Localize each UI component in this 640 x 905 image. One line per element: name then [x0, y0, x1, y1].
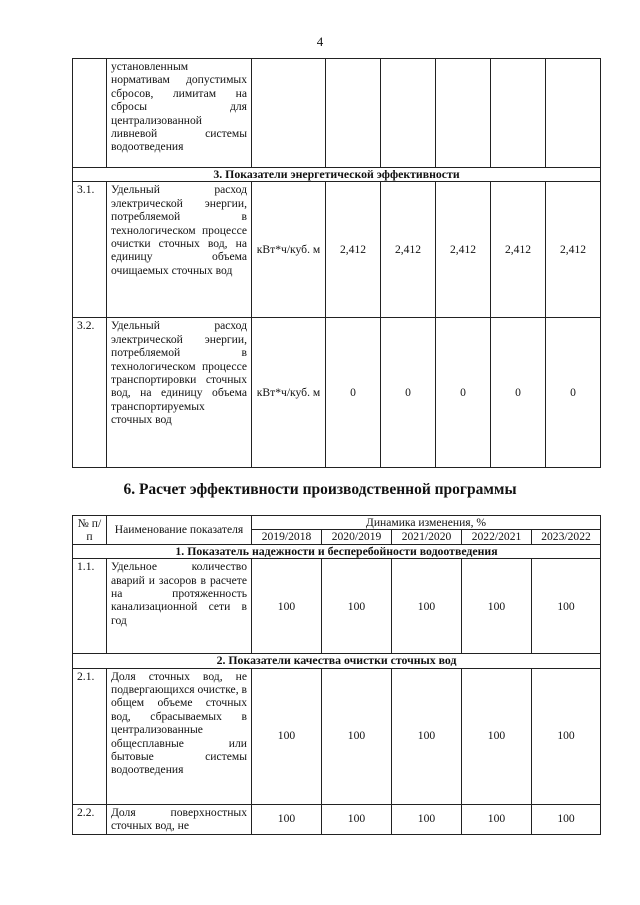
page-number: 4	[316, 34, 324, 49]
value-cell: 100	[462, 559, 532, 654]
value-cell: 100	[462, 804, 532, 834]
value-cell: 2,412	[326, 182, 381, 318]
value-cell: 100	[532, 668, 601, 804]
value-cell: 100	[462, 668, 532, 804]
value-cell: 2,412	[381, 182, 436, 318]
value-cell: 100	[392, 804, 462, 834]
table-row	[73, 182, 601, 318]
indicator-name: Удельный расход электрической энергии, потребляемой в технологическом процессе очистки сточных вод, на единицу объема очищаемых сточных вод	[107, 182, 252, 318]
row-index: 2.2.	[73, 804, 107, 834]
indicator-name: Доля поверхностных сточных вод, не	[107, 804, 252, 834]
value-cell: 100	[392, 668, 462, 804]
value-cell	[491, 59, 546, 168]
row-index: 3.1.	[73, 182, 107, 318]
row-index: 3.2.	[73, 318, 107, 468]
table-row	[73, 804, 601, 834]
value-cell: 0	[381, 318, 436, 468]
value-cell	[381, 59, 436, 168]
header-dynamics: Динамика изменения, %	[252, 516, 601, 530]
energy-efficiency-table	[72, 58, 601, 468]
indicator-name: Удельный расход электрической энергии, потребляемой в технологическом процессе транспортировки сточных вод, на единицу объема транспортируемых сточных вод	[107, 318, 252, 468]
header-num: № п/п	[73, 516, 107, 545]
value-cell: 0	[491, 318, 546, 468]
section-title: 1. Показатель надежности и бесперебойности водоотведения	[73, 544, 601, 558]
table-row	[73, 668, 601, 804]
section-row	[73, 544, 601, 558]
value-cell: 2,412	[491, 182, 546, 318]
indicator-name: Доля сточных вод, не подвергающихся очистке, в общем объеме сточных вод, сбрасываемых в централизованные общесплавные или бытовые системы водоотведения	[107, 668, 252, 804]
value-cell	[546, 59, 601, 168]
table-row	[73, 318, 601, 468]
value-cell	[326, 59, 381, 168]
value-cell: 0	[436, 318, 491, 468]
header-year: 2020/2019	[322, 530, 392, 544]
header-year: 2019/2018	[252, 530, 322, 544]
header-row	[73, 516, 601, 530]
section-title: 2. Показатели качества очистки сточных вод	[73, 654, 601, 668]
program-efficiency-table	[72, 515, 601, 835]
value-cell: 100	[392, 559, 462, 654]
row-index: 2.1.	[73, 668, 107, 804]
header-year: 2023/2022	[532, 530, 601, 544]
value-cell: 100	[532, 559, 601, 654]
row-index: 1.1.	[73, 559, 107, 654]
table-row	[73, 59, 601, 168]
table-row	[73, 559, 601, 654]
value-cell: 100	[322, 668, 392, 804]
value-cell: 100	[322, 559, 392, 654]
unit-cell: кВт*ч/куб. м	[252, 318, 326, 468]
unit-cell: кВт*ч/куб. м	[252, 182, 326, 318]
header-year: 2022/2021	[462, 530, 532, 544]
value-cell: 100	[532, 804, 601, 834]
value-cell	[436, 59, 491, 168]
section-title: 3. Показатели энергетической эффективности	[73, 168, 601, 182]
value-cell: 2,412	[436, 182, 491, 318]
unit-cell	[252, 59, 326, 168]
section-row	[73, 654, 601, 668]
indicator-name: установленным нормативам допустимых сбросов, лимитам на сбросы для централизованной ливневой системы водоотведения	[107, 59, 252, 168]
row-index	[73, 59, 107, 168]
value-cell: 0	[546, 318, 601, 468]
value-cell: 100	[252, 559, 322, 654]
value-cell: 100	[252, 668, 322, 804]
section-heading: 6. Расчет эффективности производственной программы	[123, 481, 517, 498]
value-cell: 100	[252, 804, 322, 834]
indicator-name: Удельное количество аварий и засоров в расчете на протяженность канализационной сети в год	[107, 559, 252, 654]
header-year: 2021/2020	[392, 530, 462, 544]
section-row	[73, 168, 601, 182]
header-name: Наименование показателя	[107, 516, 252, 545]
value-cell: 2,412	[546, 182, 601, 318]
value-cell: 0	[326, 318, 381, 468]
value-cell: 100	[322, 804, 392, 834]
